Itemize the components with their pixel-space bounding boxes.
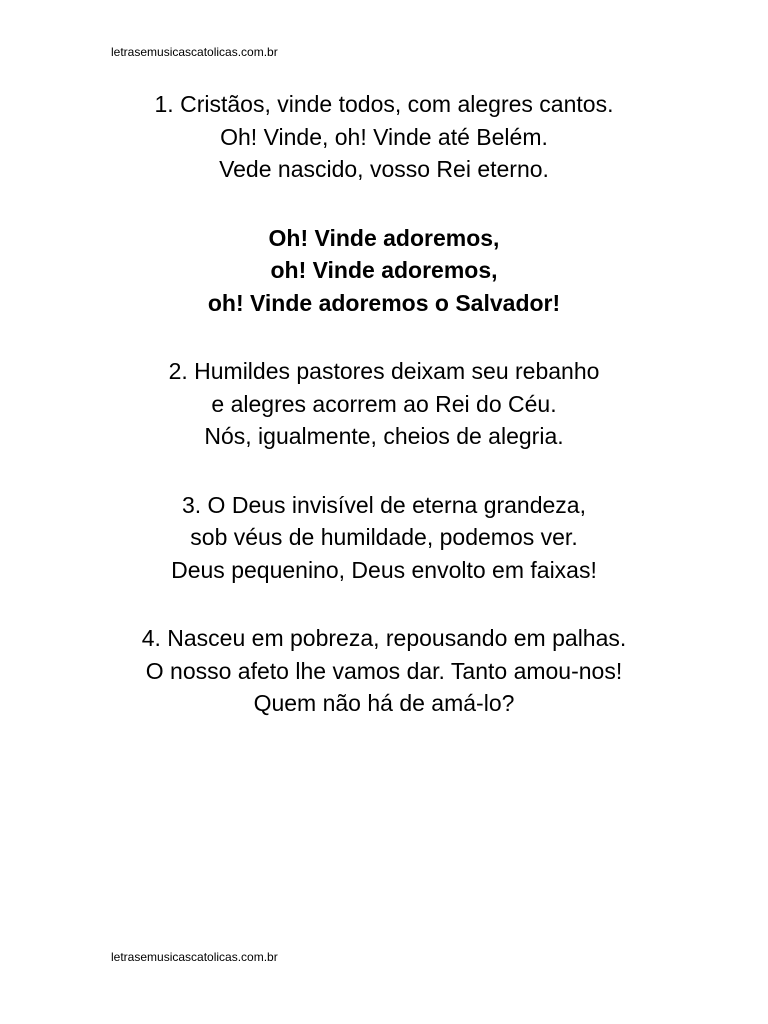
lyric-line: e alegres acorrem ao Rei do Céu.	[211, 390, 557, 417]
lyric-line: O nosso afeto lhe vamos dar. Tanto amou-nos!	[145, 657, 623, 684]
lyric-line: Oh! Vinde, oh! Vinde até Belém.	[220, 123, 548, 150]
lyric-line: 2. Humildes pastores deixam seu rebanho	[168, 358, 600, 384]
stanza-1	[0, 88, 768, 186]
chorus-line: Oh! Vinde adoremos,	[268, 224, 500, 251]
lyric-line: Deus pequenino, Deus envolto em faixas!	[171, 556, 597, 583]
lyric-line: Quem não há de amá-lo?	[253, 690, 515, 716]
chorus-line: oh! Vinde adoremos o Salvador!	[207, 289, 561, 316]
lyric-line: 1. Cristãos, vinde todos, com alegres cantos.	[154, 91, 614, 117]
lyric-line: sob véus de humildade, podemos ver.	[190, 524, 578, 550]
lyric-line: 3. O Deus invisível de eterna grandeza,	[181, 491, 586, 518]
header-site-url: letrasemusicascatolicas.com.br	[111, 45, 278, 59]
stanza-4	[0, 622, 768, 720]
chorus-line: oh! Vinde adoremos,	[270, 257, 498, 283]
stanza-3	[0, 489, 768, 587]
lyric-line: Vede nascido, vosso Rei eterno.	[219, 156, 549, 182]
chorus	[0, 222, 768, 320]
lyric-line: 4. Nasceu em pobreza, repousando em palhas.	[141, 625, 627, 651]
stanza-2	[0, 355, 768, 453]
lyric-line: Nós, igualmente, cheios de alegria.	[204, 423, 564, 449]
footer-site-url: letrasemusicascatolicas.com.br	[111, 950, 278, 964]
lyrics-body	[0, 88, 768, 756]
